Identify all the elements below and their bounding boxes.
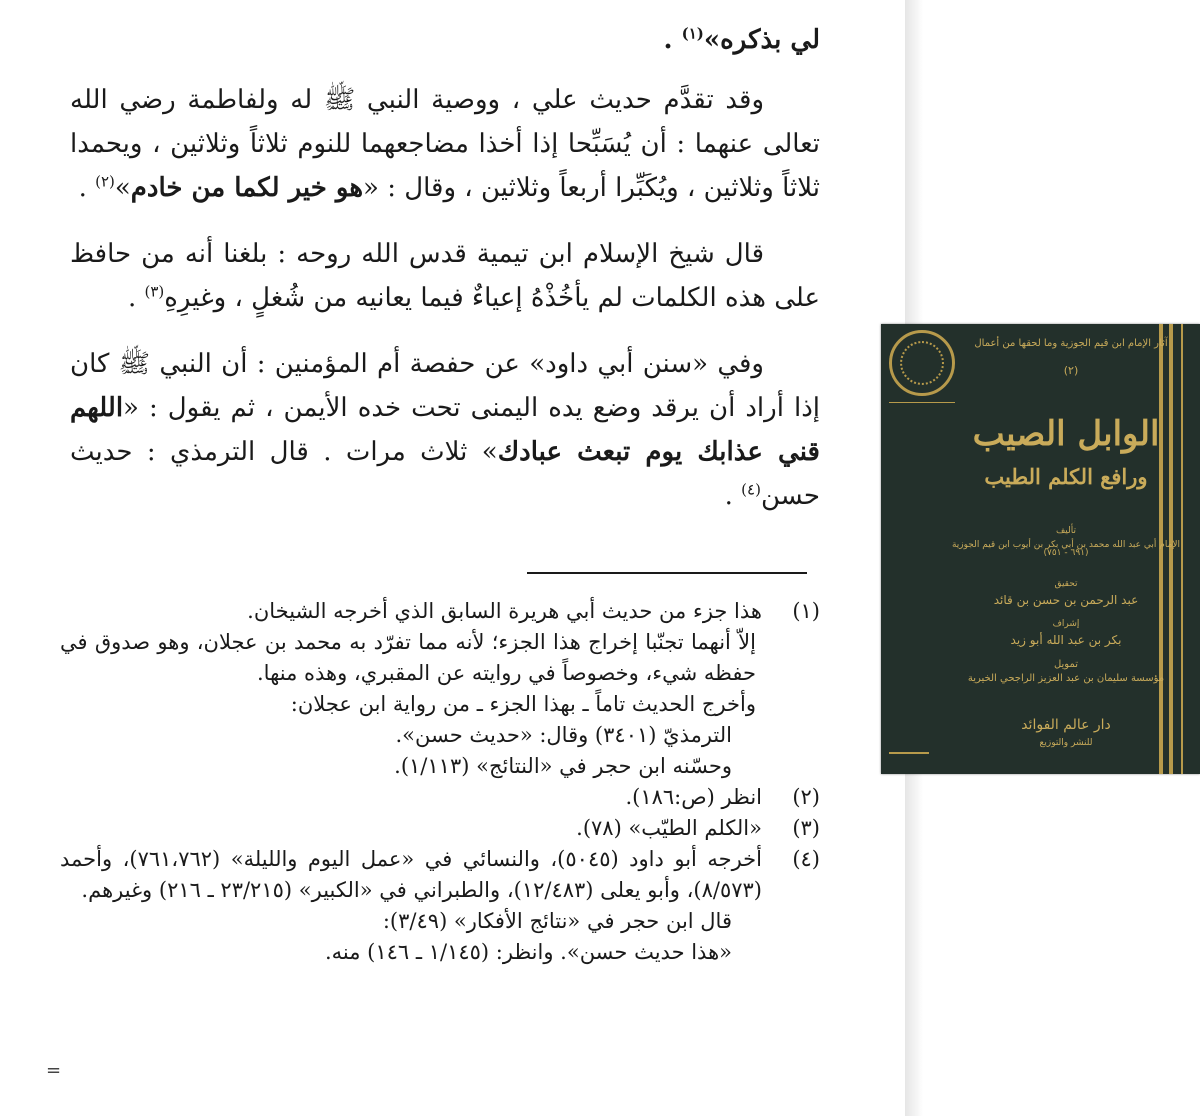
- footnote-body: [60, 596, 762, 782]
- cover-publisher-sub: للنشر والتوزيع: [1039, 738, 1093, 748]
- footnote-body: [60, 844, 762, 968]
- p3-end: .: [127, 283, 137, 313]
- footnote-number: (٢): [792, 785, 820, 809]
- cover-editor-name: عبد الرحمن بن حسن بن قائد: [993, 593, 1139, 607]
- footnote-line: قال ابن حجر في «نتائج الأفكار» (٣/٤٩):: [382, 909, 732, 933]
- footnote-2: [60, 782, 820, 813]
- cover-seal-icon: [889, 330, 955, 396]
- margin-mark: =: [46, 1060, 62, 1081]
- footnote-line: الترمذيّ (٣٤٠١) وقال: «حديث حسن».: [395, 723, 732, 747]
- footnote-number: (١): [792, 599, 820, 623]
- footnotes: [60, 596, 820, 968]
- footnote-4: [60, 844, 820, 968]
- cover-dates: (٦٩١ - ٧٥١): [1043, 548, 1089, 558]
- footnote-3: [60, 813, 820, 844]
- cover-sponsor-label: تمويل: [1053, 659, 1079, 670]
- p4-close: » ثلاث مرات . قال الترمذي : حديث حسن: [70, 437, 820, 511]
- cover-sponsor: [941, 658, 1191, 686]
- cover-publisher: [941, 716, 1191, 752]
- footnote-number: (٤): [792, 847, 820, 871]
- p2-text: وقد تقدَّم حديث علي ، ووصية النبي ﷺ له ولفاطمة رضي الله تعالى عنهما : أن يُسَبِّحا إذا أخذا مضاجعهما للنوم ثلاثاً وثلاثين ، ويحمدا ثلاثاً وثلاثين ، ويُكَبِّرا أربعاً وثلاثين ، وقال : «: [70, 85, 820, 203]
- paragraph-1: [70, 18, 820, 62]
- cover-subtitle: ورافع الكلم الطيب: [984, 464, 1148, 489]
- footnote-line: «هذا حديث حسن». وانظر: (١/١٤٥ ـ ١٤٦) منه.: [324, 940, 732, 964]
- footnote-line: انظر (ص:١٨٦).: [625, 785, 762, 809]
- cover-editor-label: تحقيق: [1054, 579, 1078, 589]
- p2-quote: هو خير لكما من خادم: [130, 173, 364, 203]
- paragraph-2: [70, 78, 820, 210]
- footnote-line: هذا جزء من حديث أبي هريرة السابق الذي أخرجه الشيخان.: [247, 599, 762, 623]
- p4-quote: اللهم قني عذابك يوم تبعث عبادك: [70, 393, 820, 467]
- cover-publisher-name: دار عالم الفوائد: [1021, 717, 1111, 733]
- cover-ornament: [889, 402, 955, 411]
- p4-end: .: [724, 481, 733, 511]
- cover-series: آثار الإمام ابن قيم الجوزية وما لحقها من أعمال: [974, 338, 1168, 349]
- footnote-line: وحسّنه ابن حجر في «النتائج» (١/١١٣).: [394, 754, 732, 778]
- cover-volume: (٢): [1063, 364, 1079, 377]
- p2-close: »: [114, 173, 131, 203]
- footnote-1: [60, 596, 820, 782]
- cover-author-label: تأليف: [1055, 526, 1077, 536]
- footnote-line: «الكلم الطيّب» (٧٨).: [576, 816, 762, 840]
- cover-supervisor-label: إشراف: [1052, 619, 1080, 629]
- footnote-line: إلاّ أنهما تجنّبا إخراج هذا الجزء؛ لأنه مما تفرّد به محمد بن عجلان، وهو صدوق في حفظه شيء، وخصوصاً في روايته عن المقبري، وهذه منها.: [60, 630, 756, 685]
- cover-supervisor: [941, 616, 1191, 648]
- footnote-line: أخرجه أبو داود (٥٠٤٥)، والنسائي في «عمل اليوم والليلة» (٧٦١،٧٦٢)، وأحمد (٨/٥٧٣)، وأبو يعلى (١٢/٤٨٣)، والطبراني في «الكبير» (٢٣/٢١٥ ـ ٢١٦) وغيرهم.: [60, 847, 762, 902]
- footnote-ref-4: (٤): [741, 480, 761, 499]
- cover-sponsor-name: مؤسسة سليمان بن عبد العزيز الراجحي الخيرية: [967, 673, 1165, 684]
- footnote-divider: [527, 572, 807, 574]
- paragraph-3: [70, 232, 820, 320]
- footnote-number: (٣): [792, 816, 820, 840]
- p2-end: .: [78, 173, 87, 203]
- cover-author-name: الإمام أبي عبد الله محمد بن أبي بكر بن أيوب ابن قيم الجوزية: [951, 540, 1181, 550]
- book-cover: [881, 324, 1200, 774]
- paragraph-4: [70, 342, 820, 518]
- cover-publisher-logo-icon: [889, 734, 929, 754]
- footnote-ref-2: (٢): [95, 172, 115, 191]
- p3-text: قال شيخ الإسلام ابن تيمية قدس الله روحه : بلغنا أنه من حافظ على هذه الكلمات لم يأخُذْهُ إعياءٌ فيما يعانيه من شُغلٍ ، وغيرِهِ: [70, 239, 820, 313]
- p1-end: .: [663, 25, 673, 55]
- footnote-ref-1: (١): [681, 24, 704, 43]
- footnote-line: وأخرج الحديث تاماً ـ بهذا الجزء ـ من رواية ابن عجلان:: [290, 692, 756, 716]
- p4-text: وفي «سنن أبي داود» عن حفصة أم المؤمنين : أن النبي ﷺ كان إذا أراد أن يرقد وضع يده اليمنى تحت خده الأيمن ، ثم يقول : «: [70, 349, 820, 423]
- footnote-ref-3: (٣): [144, 282, 165, 301]
- p1-text: لي بذكره»: [703, 25, 820, 55]
- main-text: [70, 18, 820, 540]
- cover-title: الوابل الصيب: [972, 414, 1160, 454]
- cover-supervisor-name: بكر بن عبد الله أبو زيد: [1010, 633, 1122, 647]
- cover-editor: [941, 576, 1191, 608]
